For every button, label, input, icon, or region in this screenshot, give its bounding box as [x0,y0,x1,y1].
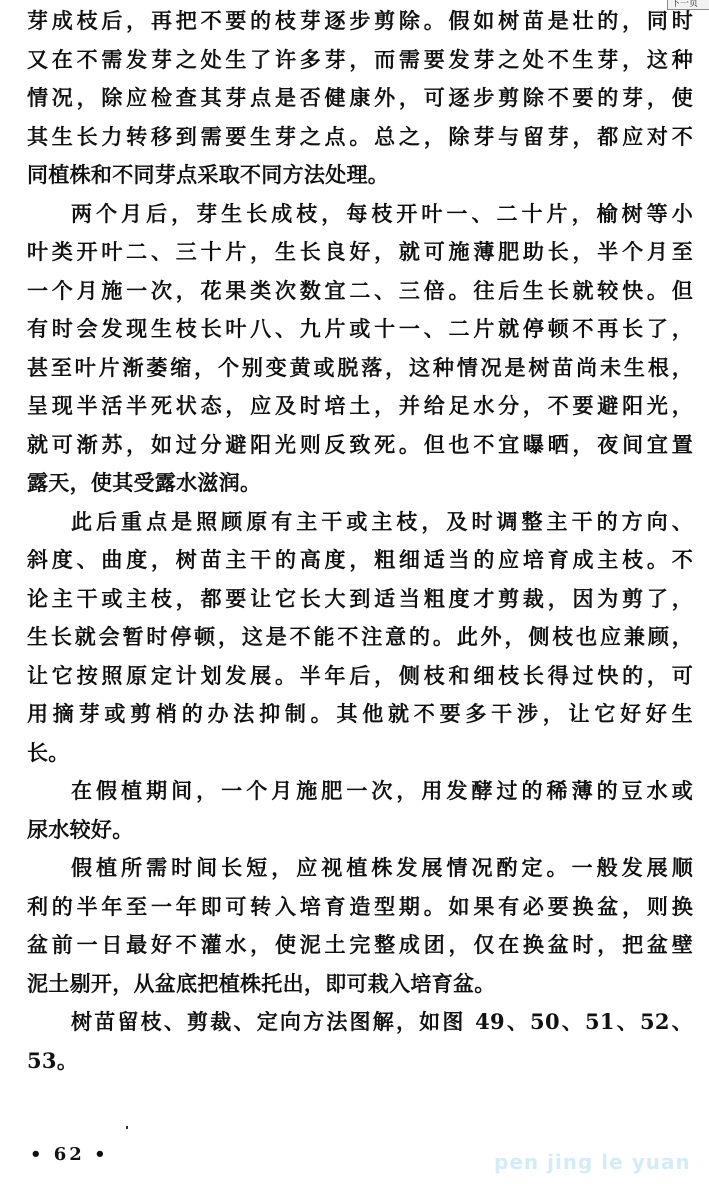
text-line: 让它按照原定计划发展。半年后，侧枝和细枝长得过快的，可 [27,662,693,688]
text-line: 就可渐苏，如过分避阳光则反致死。但也不宜曝晒，夜间宜置 [27,431,693,457]
text-line: 用摘芽或剪梢的办法抑制。其他就不要多干涉，让它好好生 [27,701,693,726]
next-page-button[interactable]: 下一页 [667,0,709,10]
text-line: 其生长力转移到需要生芽之点。总之，除芽与留芽，都应对不 [27,123,693,149]
text-line: 利的半年至一年即可转入培育造型期。如果有必要换盆，则换 [27,893,693,919]
text-line: 树苗留枝、剪裁、定向方法图解，如图 49、50、51、52、 [71,1009,693,1034]
text-line: 盆前一日最好不灌水，使泥土完整成团，仅在换盆时，把盆壁 [27,932,693,957]
text-line: 此后重点是照顾原有主干或主枝，及时调整主干的方向、 [71,508,693,534]
text-line: 泥土剔开，从盆底把植株托出，即可栽入培育盆。 [27,970,496,996]
text-line: 假植所需时间长短，应视植株发展情况酌定。一般发展顺 [71,855,693,880]
text-line: 甚至叶片渐萎缩，个别变黄或脱落，这种情况是树苗尚未生根， [27,354,693,380]
text-line: 53。 [27,1047,79,1073]
text-line: 生长就会暂时停顿，这是不能不注意的。此外，侧枝也应兼顾， [27,624,693,649]
text-line: 露天，使其受露水滋润。 [27,470,262,495]
text-line: 长。 [27,739,70,765]
text-line: 呈现半活半死状态，应及时培土，并给足水分，不要避阳光， [27,393,693,418]
text-line: 尿水较好。 [27,816,134,842]
text-line: 在假植期间，一个月施肥一次，用发酵过的稀薄的豆水或 [71,778,693,803]
text-line: 两个月后，芽生长成枝，每枝开叶一、二十片，榆树等小 [71,200,693,226]
text-line: 有时会发现生枝长叶八、九片或十一、二片就停顿不再长了， [27,316,693,341]
text-line: 又在不需发芽之处生了许多芽，而需要发芽之处不生芽，这种 [27,46,693,72]
text-line: 论主干或主枝，都要让它长大到适当粗度才剪裁，因为剪了， [27,585,693,611]
page-number: • 62 • [30,1144,109,1165]
site-watermark: pen jing le yuan [494,1150,691,1174]
scan-speck [126,1126,128,1129]
text-line: 一个月施一次，花果类次数宜二、三倍。往后生长就较快。但 [27,277,693,303]
text-line: 芽成枝后，再把不要的枝芽逐步剪除。假如树苗是壮的，同时 [27,8,693,33]
body-text [27,2,693,1080]
text-line: 斜度、曲度，树苗主干的高度，粗细适当的应培育成主枝。不 [27,547,693,572]
text-line: 情况，除应检查其芽点是否健康外，可逐步剪除不要的芽，使 [27,85,693,110]
text-line: 叶类开叶二、三十片，生长良好，就可施薄肥助长，半个月至 [27,239,693,264]
text-line: 同植株和不同芽点采取不同方法处理。 [27,162,390,187]
